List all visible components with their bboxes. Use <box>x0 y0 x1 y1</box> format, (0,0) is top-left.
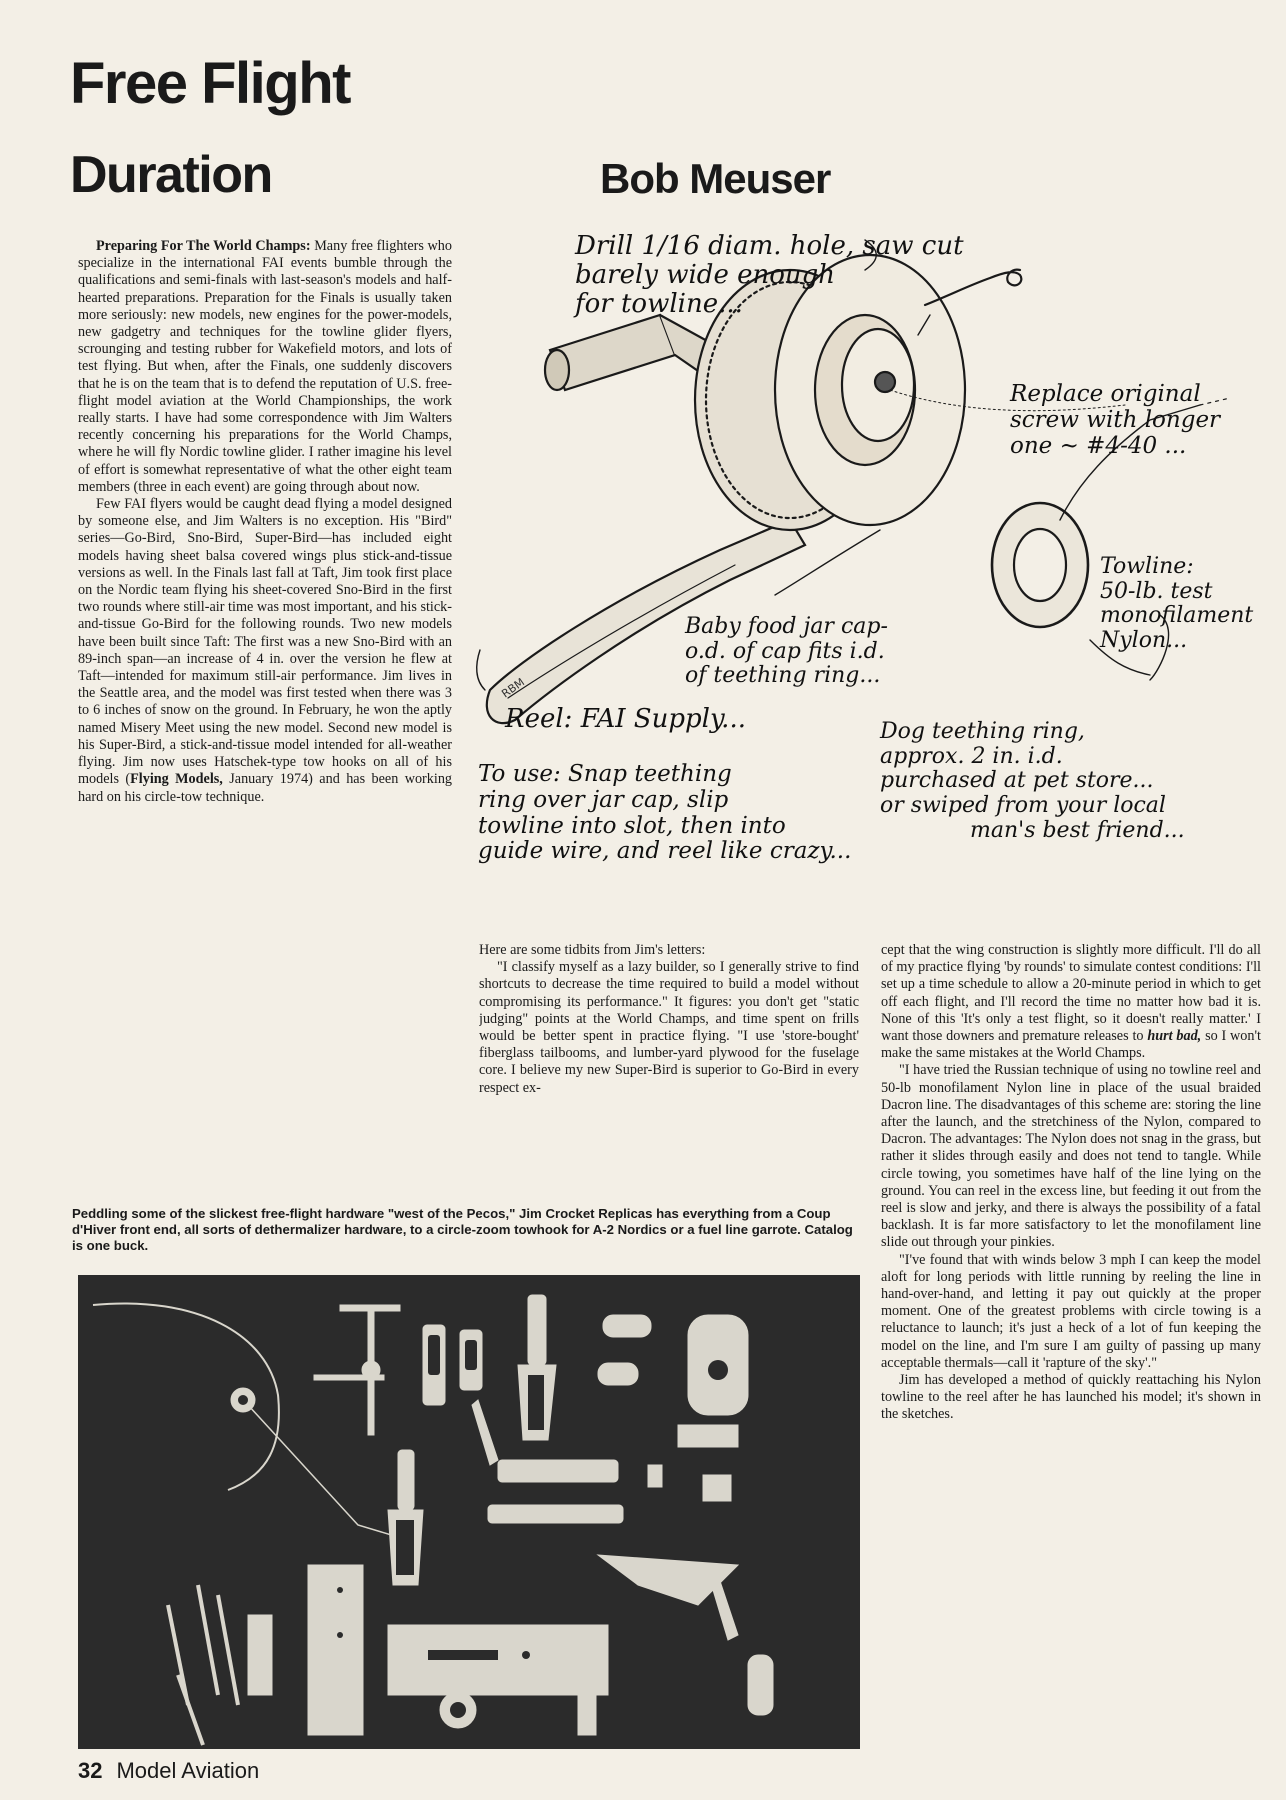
note-line: To use: Snap teething <box>478 761 732 787</box>
paragraph: "I classify myself as a lazy builder, so I generally strive to find shortcuts to decrease the time required to build a model without compromising its performance." It figures: you don't get "static judging" points at the World Champs, and time spent on frills would be better spent in practice flying. "I use 'store-bought' fiberglass tailbooms, and lumber-yard plywood for the fuselage core. I believe my new Super-Bird is superior to Go-Bird in every respect ex- <box>479 959 859 1096</box>
paragraph <box>78 238 452 496</box>
paragraph-text: Few FAI flyers would be caught dead flying a model designed by someone else, and Jim Walters is no exception. His "Bird" series—Go-Bird, Sno-Bird, Super-Bird—has included eight models having sheet balsa covered wings plus stick-and-tissue versions as well. In the Finals last fall at Taft, Jim took first place on the Nordic team flying his sheet-covered Sno-Bird in the first two rounds where still-air time was most important, and his stick-and-tissue Go-Bird for the following rounds. Two new models have been built since Taft: The first was a new Sno-Bird with an 89-inch span—an increase of 4 in. over the version he flew at Taft—intended for maximum still-air performance. Jim lives in the Seattle area, and the model was first tested when there was 3 to 6 inches of snow on the ground. In February, he won the aptly named Misery Meet using the new model. Second new model is his Super-Bird, a stick-and-tissue model intended for all-weather flying. Jim now uses Hatschek-type tow hooks on all of his models ( <box>78 496 452 788</box>
sketch-note-drill <box>575 232 964 319</box>
note-line: Dog teething ring, <box>880 719 1085 744</box>
article-column-left <box>78 238 452 1170</box>
note-line: guide wire, and reel like crazy... <box>478 838 852 865</box>
paragraph: "I have tried the Russian technique of using no towline reel and 50-lb monofilament Nylon line in place of the usual braided Dacron line. The disadvantages of this scheme are: storing the line after the launch, and the stretchiness of the Nylon, compared to Dacron. The advantages: The Nylon does not snag in the grass, but rather it slides through easily and does not tend to tangle. While circle towing, you sometimes have half of the line lying on the ground. You can reel in the excess line, but feeding it out from the reel is slow and jerky, and there is always the possibility of a fatal backlash. It is far more satisfactory to let the monofilament line slide out through your pinkies. <box>881 1062 1261 1251</box>
publication-name: Model Aviation <box>116 1758 260 1783</box>
sketch-note-jar-cap <box>685 615 888 689</box>
note-line: one ~ #4-40 ... <box>1010 432 1187 459</box>
page-number: 32 <box>78 1758 103 1783</box>
paragraph <box>881 942 1261 1062</box>
paragraph-text: January 1974) and has been working hard on his circle-tow technique. <box>78 771 452 805</box>
page-footer <box>78 1758 273 1784</box>
paragraph-text: cept that the wing construction is slightly more difficult. I'll do all of my practice flying 'by rounds' to simulate contest conditions: I'll set up a time schedule to allow a 20-minute period in which to get off each flight, and I'll record the time no matter how bad it is. None of this 'It's only a test flight, so it doesn't really matter.' I want those downers and premature releases to <box>881 942 1261 1045</box>
note-line: or swiped from your local <box>880 792 1166 818</box>
sketch-initials: RBM <box>499 675 527 701</box>
author-byline: Bob Meuser <box>600 155 831 202</box>
note-line: 50-lb. test <box>1100 578 1213 604</box>
paragraph-lead: Preparing For The World Champs: <box>96 238 311 254</box>
note-line: Nylon... <box>1100 627 1188 653</box>
note-line: ring over jar cap, slip <box>478 786 729 813</box>
note-line: man's best friend... <box>970 817 1185 843</box>
magazine-reference: Flying Models, <box>130 771 230 788</box>
sketch-note-teething-ring <box>880 720 1185 843</box>
note-line: towline into slot, then into <box>478 812 786 839</box>
paragraph: Jim has developed a method of quickly reattaching his Nylon towline to the reel after he has launched his model; it's shown in the sketches. <box>881 1372 1261 1423</box>
note-line: Reel: FAI Supply... <box>505 704 746 734</box>
paragraph-text: Many free flighters who specialize in the international FAI events bumble through the qualifications and semi-finals with last-season's models and half-hearted preparations. Preparation for the Finals is usually taken more seriously: new models, new engines for the power-models, new gadgetry and techniques for the towline glider flyers, scrounging and testing rubber for Wakefield motors, and lots of test flying. But when, after the Finals, one suddenly discovers that he is on the team that is to defend the reputation of U.S. free-flight model aviation at the World Championships, the work really starts. I have had some correspondence with Jim Walters recently concerning his preparations for the World Champs, where he will fly Nordic towline glider. I rather imagine his level of effort is somewhat representative of what the other eight team members (three in each event) are going through about now. <box>78 238 452 495</box>
note-line: Drill 1/16 diam. hole, saw cut <box>575 231 964 261</box>
note-line: for towline... <box>575 289 743 320</box>
photo-caption: Peddling some of the slickest free-flight hardware "west of the Pecos," Jim Crocket Replicas has everything from a Coup d'Hiver front end, all sorts of dethermalizer hardware, to a circle-zoom towhook for A-2 Nordics or a fuel line garrote. Catalog is one buck. <box>72 1206 853 1253</box>
hardware-photo <box>78 1275 860 1749</box>
paragraph-text: so I won't make the same mistakes at the World Champs. <box>881 1028 1261 1062</box>
sketch-note-reel <box>505 705 746 734</box>
sketch-note-towline <box>1100 555 1253 654</box>
note-line: screw with longer <box>1010 406 1221 433</box>
note-line: barely wide enough <box>575 260 836 291</box>
article-column-right <box>881 942 1261 1750</box>
note-line: of teething ring... <box>685 663 881 689</box>
note-line: monofilament <box>1100 603 1254 629</box>
note-line: Replace original <box>1010 381 1201 407</box>
sketch-note-screw <box>1010 382 1220 459</box>
note-line: Baby food jar cap- <box>685 614 888 639</box>
sketch-note-to-use <box>478 762 851 865</box>
note-line: approx. 2 in. i.d. <box>880 743 1063 769</box>
note-line: o.d. of cap fits i.d. <box>685 638 885 664</box>
paragraph <box>78 496 452 806</box>
emphasis: hurt bad, <box>1147 1028 1202 1045</box>
paragraph: Here are some tidbits from Jim's letters: <box>479 942 706 958</box>
column-series-title: Free Flight <box>70 51 350 116</box>
paragraph: "I've found that with winds below 3 mph I can keep the model aloft for long periods with little running by reeling the line in hand-over-hand, and letting it pay out quickly at the proper moment. One of the greatest problems with circle towing is a reluctance to launch; it's just a heck of a lot of fun keeping the model on the line, and I'm sure I am guilty of passing up many acceptable thermals—call it 'rapture of the sky'." <box>881 1251 1261 1371</box>
hardware-photo-drawing <box>78 1275 860 1749</box>
note-line: Towline: <box>1100 554 1194 579</box>
note-line: purchased at pet store... <box>880 768 1154 794</box>
column-subtitle: Duration <box>70 146 272 204</box>
article-column-middle <box>479 942 859 1170</box>
